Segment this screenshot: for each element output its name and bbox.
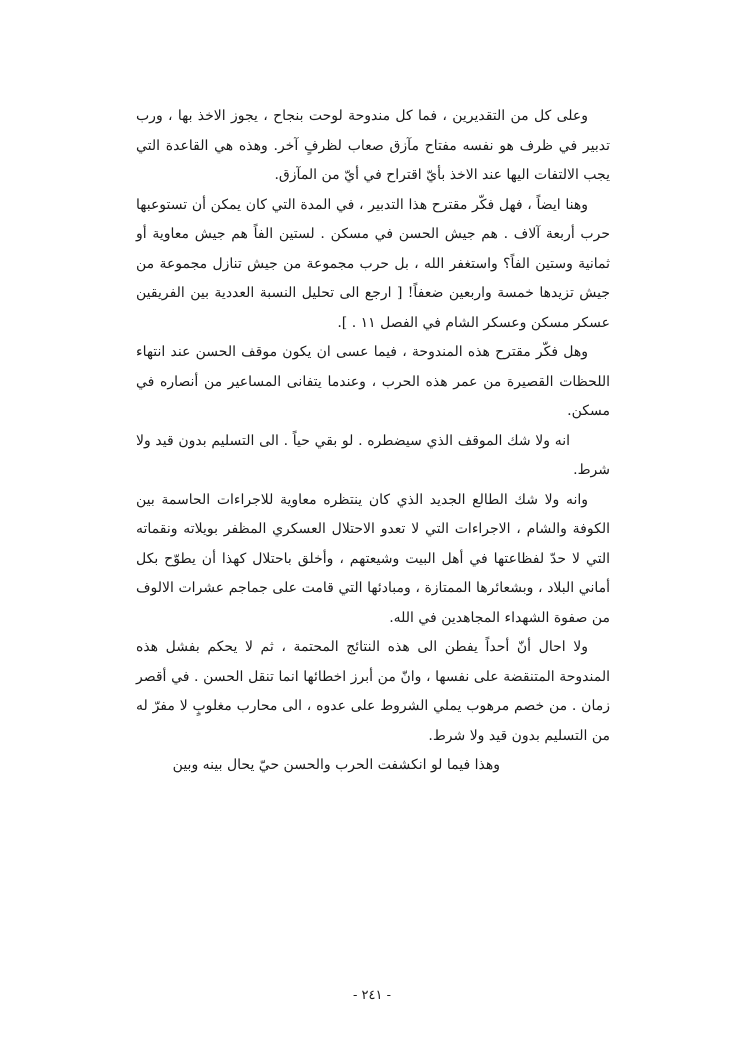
- paragraph-5: وانه ولا شك الطالع الجديد الذي كان ينتظره معاوية للاجراءات الحاسمة بين الكوفة والشام ، الاجراءات التي لا تعدو الاحتلال العسكري المظفر بويلاته ونقماته التي لا حدّ لفظاعتها في أهل البيت وشيعتهم ، وأخلق باحتلال كهذا أن يطوّح بكل أماني البلاد ، وبشعائرها الممتازة ، ومبادئها التي قامت على جماجم عشرات الالوف من صفوة الشهداء المجاهدين في الله.: [136, 491, 610, 626]
- page-body-text: [136, 102, 610, 781]
- paragraph-3: وهل فكّر مقترح هذه المندوحة ، فيما عسى ان يكون موقف الحسن عند انتهاء اللحظات القصيرة من عمر هذه الحرب ، وعندما يتفانى المساعير من أنصاره في مسكن.: [136, 344, 610, 419]
- paragraph-6: ولا احال أنّ أحداً يفطن الى هذه النتائج المحتمة ، ثم لا يحكم بفشل هذه المندوحة المتنقضة على نفسها ، وانّ من أبرز اخطائها انما تنقل الحسن . في أقصر زمان . من خصم مرهوب يملي الشروط على عدوه ، الى محارب مغلوبٍ لا مفرّ له من التسليم بدون قيد ولا شرط.: [136, 639, 610, 744]
- paragraph-1: وعلى كل من التقديرين ، فما كل مندوحة لوحت بنجاح ، يجوز الاخذ بها ، ورب تدبير في ظرف هو نفسه مفتاح مآزق صعاب لظرفٍ آخر. وهذه هي القاعدة التي يجب الالتفات اليها عند الاخذ بأيّ اقتراح في أيّ من المآزق.: [136, 108, 610, 183]
- paragraph-7: وهذا فيما لو انكشفت الحرب والحسن حيّ يحال بينه وبين: [172, 757, 500, 773]
- paragraph-4: انه ولا شك الموقف الذي سيضطره . لو بقي حياً . الى التسليم بدون قيد ولا شرط.: [136, 432, 610, 478]
- paragraph-2: وهنا ايضاً ، فهل فكّر مقترح هذا التدبير ، في المدة التي كان يمكن أن تستوعبها حرب أربعة آلاف . هم جيش الحسن في مسكن . لستين الفاً هم جيش معاوية أو ثمانية وستين الفاً؟ واستغفر الله ، بل حرب مجموعة من جيش تنازل مجموعة من جيش تزيدها خمسة واربعين ضعفاً! [ ارجع الى تحليل النسبة العددية بين الفريقين عسكر مسكن وعسكر الشام في الفصل ١١ . ].: [136, 196, 610, 331]
- page-number: - ٢٤١ -: [352, 988, 391, 1003]
